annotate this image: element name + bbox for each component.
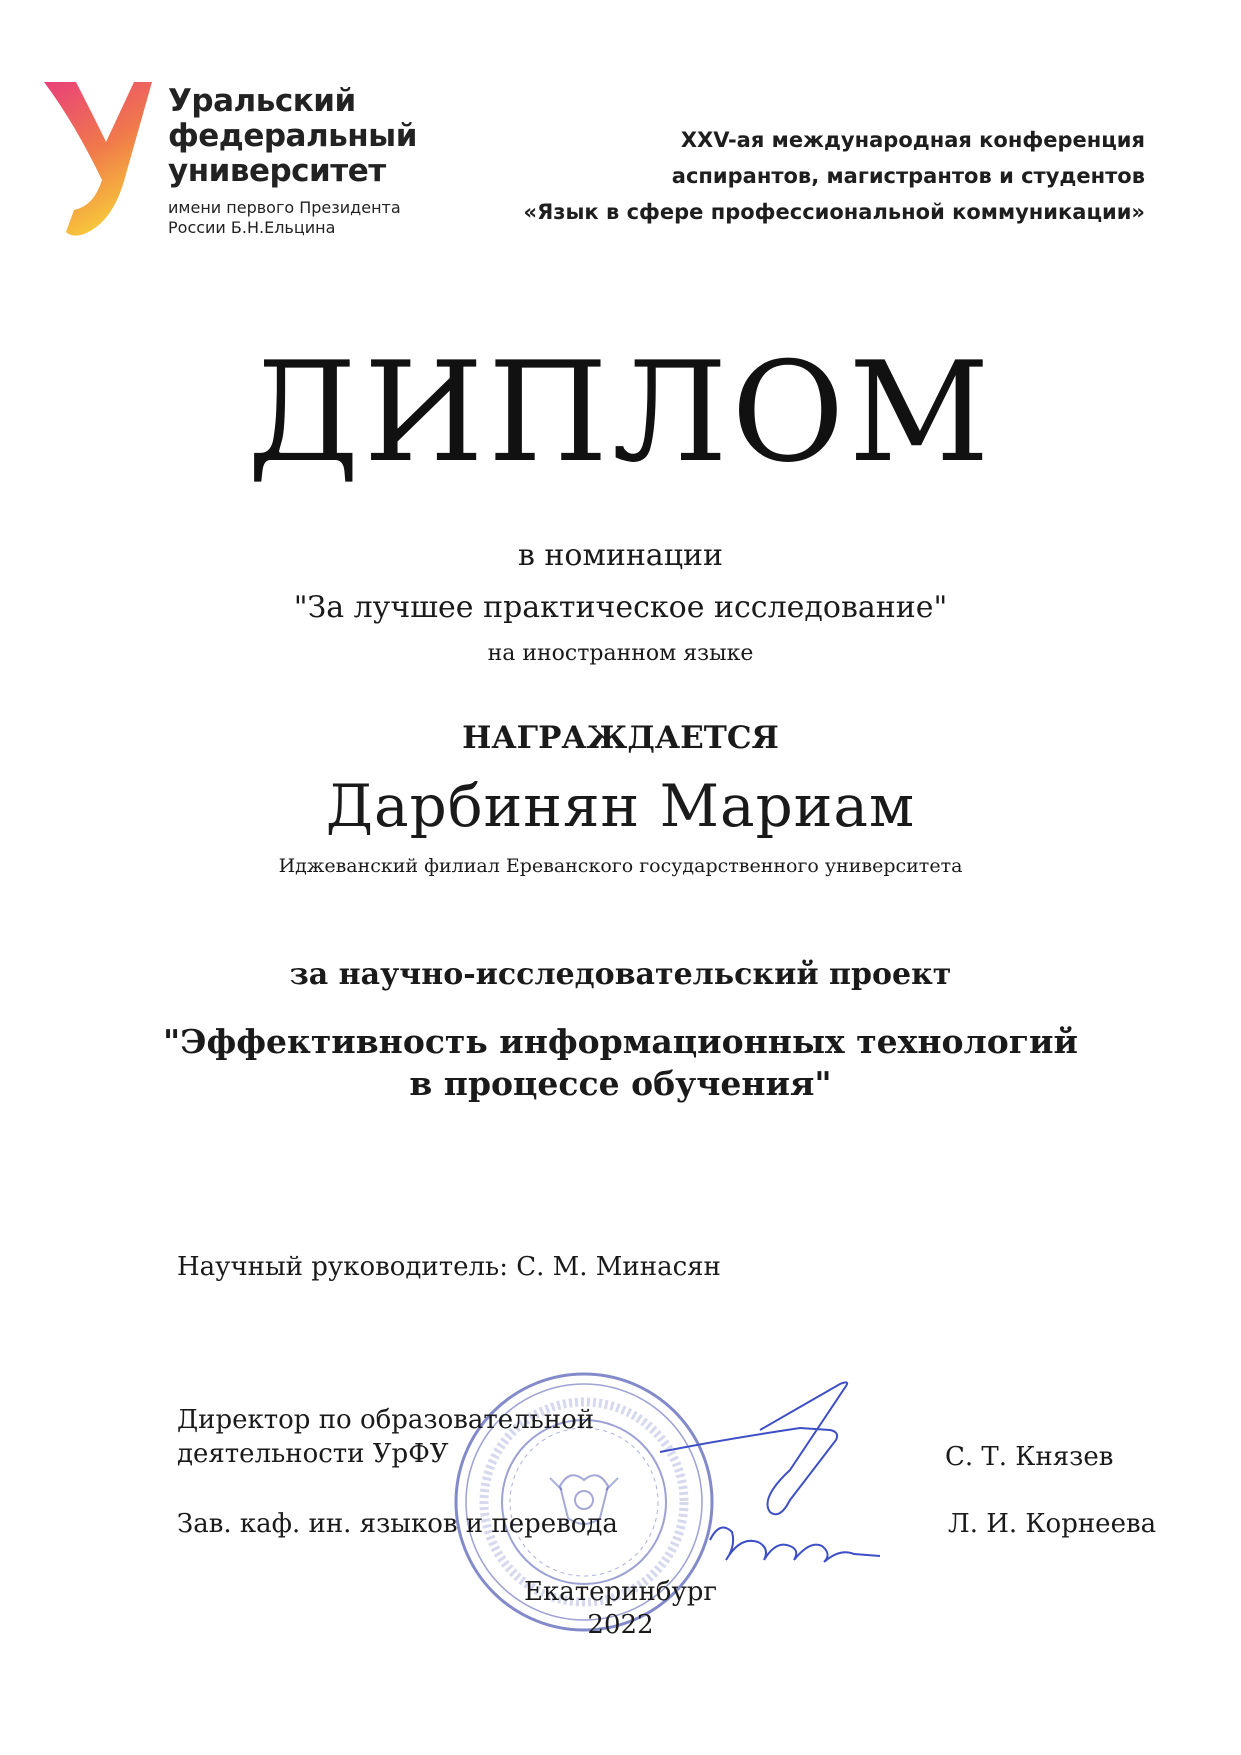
nomination-intro: в номинации <box>518 538 723 573</box>
nomination-note: на иностранном языке <box>487 641 754 666</box>
director-title-line: деятельности УрФУ <box>177 1439 449 1469</box>
recipient-name: Дарбинян Мариам <box>325 772 916 840</box>
project-title-line: в процессе обучения" <box>409 1064 832 1103</box>
university-subtitle-line: имени первого Президента <box>168 198 401 217</box>
director-name: С. Т. Князев <box>945 1442 1114 1472</box>
year: 2022 <box>587 1610 654 1640</box>
director-title <box>177 1403 594 1471</box>
project-label: за научно-исследовательский проект <box>289 957 952 992</box>
city: Екатеринбург <box>523 1577 718 1607</box>
university-subtitle-line: России Б.Н.Ельцина <box>168 218 336 237</box>
project-title-line: "Эффективность информационных технологий <box>163 1022 1078 1061</box>
university-subtitle <box>168 198 401 238</box>
head-of-department-name: Л. И. Корнеева <box>948 1509 1157 1539</box>
conference-line: XXV-ая международная конференция <box>680 128 1145 152</box>
signature-icon <box>640 1370 960 1600</box>
university-name <box>168 84 417 189</box>
university-name-line: университет <box>168 153 386 189</box>
conference-line: «Язык в сфере профессиональной коммуникации» <box>523 200 1145 224</box>
urfu-u-logo-icon <box>44 82 154 242</box>
university-logo <box>44 82 154 242</box>
nomination-name: "За лучшее практическое исследование" <box>293 590 948 625</box>
university-name-line: Уральский <box>168 83 356 119</box>
diploma-title: ДИПЛОМ <box>247 332 994 493</box>
scientific-advisor: Научный руководитель: С. М. Минасян <box>177 1252 721 1282</box>
awarded-label: НАГРАЖДАЕТСЯ <box>462 720 779 756</box>
head-of-department-title: Зав. каф. ин. языков и перевода <box>177 1509 618 1539</box>
recipient-affiliation: Иджеванский филиал Ереванского государственного университета <box>278 855 963 877</box>
conference-title <box>524 122 1146 230</box>
conference-line: аспирантов, магистрантов и студентов <box>671 164 1145 188</box>
handwritten-signatures <box>640 1370 960 1600</box>
director-title-line: Директор по образовательной <box>177 1405 595 1435</box>
university-name-line: федеральный <box>168 118 417 154</box>
